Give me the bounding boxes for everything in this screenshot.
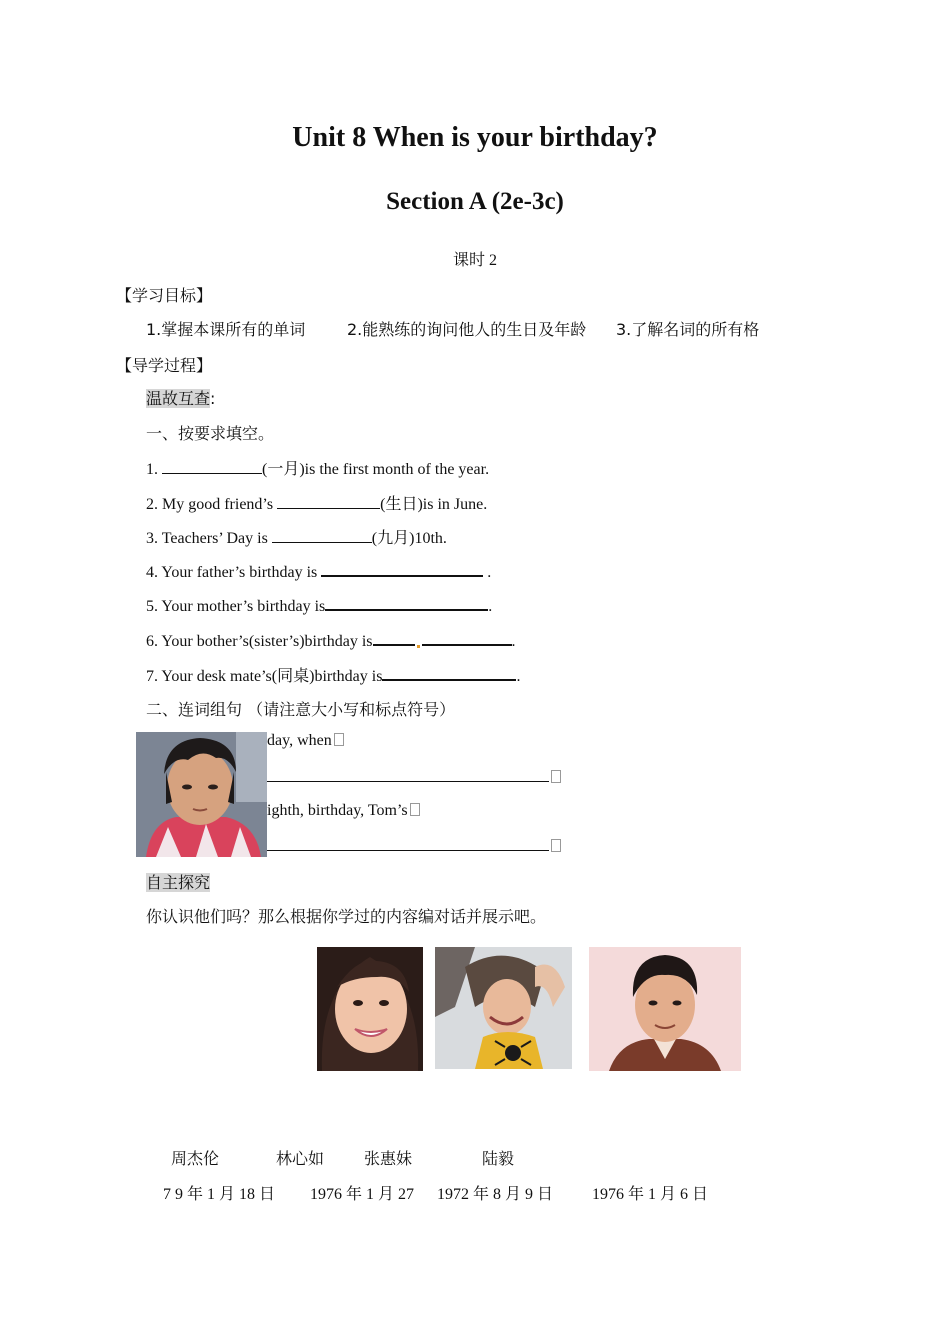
marker-dot [417, 645, 420, 648]
fill-item-6: 6. Your bother’s(sister’s)birthday is . [146, 629, 516, 651]
portrait-lu-yi-icon [589, 947, 741, 1071]
fill-blank-3[interactable] [272, 527, 372, 543]
person-name-4: 陆毅 [482, 1149, 515, 1168]
q2-answer-blank[interactable] [267, 835, 549, 851]
photo-lu-yi [589, 947, 741, 1071]
fill-item-3: 3. Teachers’ Day is (九月)10th. [146, 525, 447, 548]
page-title: Unit 8 When is your birthday? [292, 122, 658, 153]
missing-glyph-box [551, 839, 561, 852]
person-name-2: 林心如 [276, 1149, 325, 1168]
section-title: Section A (2e-3c) [386, 188, 564, 215]
fill-blank-7[interactable] [382, 664, 516, 681]
missing-glyph-box [551, 770, 561, 783]
explore-label-line [146, 870, 210, 893]
goal-item-3: 3.了解名词的所有格 [616, 320, 760, 339]
fill-blank-2[interactable] [277, 493, 380, 509]
fill-blank-6a[interactable] [373, 629, 415, 646]
q2-words: ighth, birthday, Tom’s [267, 802, 420, 820]
fill-item-5: 5. Your mother’s birthday is . [146, 594, 492, 616]
explore-label: 自主探究 [146, 873, 211, 892]
fill-blank-1[interactable] [162, 458, 262, 474]
q1-words: day, when [267, 732, 344, 750]
person-name-1: 周杰伦 [171, 1149, 220, 1168]
fill-blank-6b[interactable] [422, 629, 512, 646]
goals-heading: 【学习目标】 [116, 286, 213, 305]
goal-item-2: 2.能熟练的询问他人的生日及年龄 [347, 320, 587, 339]
person-birthday-1: 7 9 年 1 月 18 日 [163, 1186, 276, 1203]
photo-ruby-lin [317, 947, 423, 1071]
portrait-jay-chou-icon [136, 732, 267, 857]
part1-title: 一、按要求填空。 [146, 424, 275, 443]
fill-item-2: 2. My good friend’s (生日)is in June. [146, 491, 487, 514]
fill-blank-4[interactable] [321, 560, 483, 577]
review-label-line [146, 386, 215, 409]
period-label: 课时 2 [452, 252, 497, 269]
portrait-ruby-lin-icon [317, 947, 423, 1071]
q2-answer-line [267, 835, 561, 856]
person-birthday-4: 1976 年 1 月 6 日 [592, 1186, 709, 1203]
photo-jay-chou [136, 732, 267, 857]
fill-item-4: 4. Your father’s birthday is . [146, 560, 491, 582]
process-heading: 【导学过程】 [116, 356, 213, 375]
q1-answer-line [267, 766, 561, 787]
person-birthday-3: 1972 年 8 月 9 日 [437, 1186, 554, 1203]
person-birthday-2: 1976 年 1 月 27 [310, 1186, 415, 1203]
explore-prompt: 你认识他们吗？那么根据你学过的内容编对话并展示吧。 [146, 907, 547, 926]
missing-glyph-box [410, 803, 420, 816]
review-label: 温故互查 [146, 389, 211, 408]
person-name-3: 张惠妹 [364, 1149, 413, 1168]
fill-item-1: 1. (一月)is the first month of the year. [146, 456, 489, 479]
q1-answer-blank[interactable] [267, 766, 549, 782]
part2-title: 二、连词组句 （请注意大小写和标点符号） [146, 700, 456, 719]
fill-item-7: 7. Your desk mate’s(同桌)birthday is . [146, 663, 520, 686]
portrait-a-mei-icon [435, 947, 572, 1069]
fill-blank-5[interactable] [325, 594, 488, 611]
review-colon: : [210, 389, 216, 408]
missing-glyph-box [334, 733, 344, 746]
photo-a-mei [435, 947, 572, 1069]
goal-item-1: 1.掌握本课所有的单词 [146, 320, 306, 339]
